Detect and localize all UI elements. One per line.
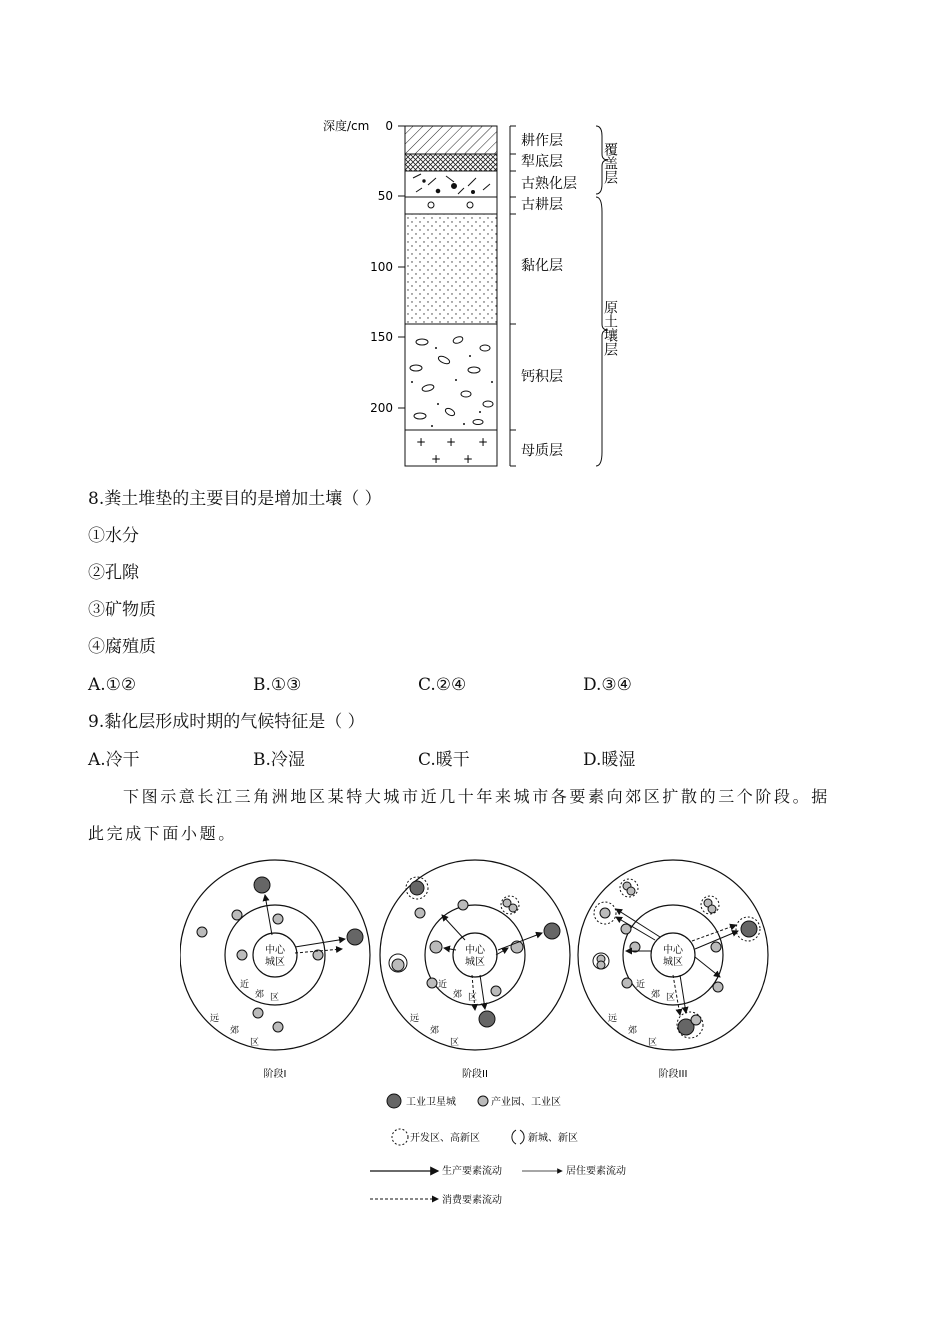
- legend-satellite-label: 工业卫星城: [406, 1097, 456, 1108]
- industrial-park: [415, 908, 425, 918]
- industrial-park: [597, 961, 605, 969]
- industrial-park: [708, 905, 716, 913]
- far-label: 远: [410, 1014, 420, 1024]
- satellite-city: [254, 877, 270, 893]
- production-arrow: [295, 939, 345, 947]
- industrial-park: [711, 942, 721, 952]
- layer-ancient-tillage: [405, 197, 497, 214]
- industrial-park: [458, 900, 468, 910]
- center-label-1: 中心: [265, 945, 285, 956]
- satellite-city: [741, 921, 757, 937]
- intro-line-2: 此完成下面小题。: [88, 824, 237, 843]
- industrial-park: [491, 986, 501, 996]
- legend-devzone-label: 开发区、高新区: [410, 1133, 480, 1144]
- industrial-park: [232, 910, 242, 920]
- near-label: 区: [270, 993, 280, 1003]
- svg-text:+: +: [416, 435, 427, 449]
- svg-text:+: +: [446, 435, 457, 449]
- near-label: 郊: [453, 990, 463, 1000]
- stage-2-diagram: [380, 860, 570, 1080]
- production-arrow: [680, 975, 686, 1013]
- legend-newtown-label: 新城、新区: [528, 1133, 578, 1144]
- stage-3-diagram: [578, 860, 768, 1080]
- near-label: 近: [240, 980, 250, 990]
- question-8-option-c[interactable]: C.②④: [418, 675, 467, 695]
- near-label: 近: [438, 980, 448, 990]
- center-label-2: 城区: [663, 957, 683, 968]
- question-9-stem: 9.黏化层形成时期的气候特征是（ ）: [88, 712, 365, 732]
- tick-label: 0: [385, 119, 393, 133]
- svg-text:+: +: [463, 452, 474, 466]
- legend-newtown-symbol: [512, 1130, 516, 1144]
- near-label: 郊: [651, 990, 661, 1000]
- industrial-park: [253, 1008, 263, 1018]
- industrial-park: [197, 927, 207, 937]
- far-label: 远: [210, 1014, 220, 1024]
- question-9-option-b[interactable]: B.冷湿: [253, 750, 305, 770]
- far-label: 郊: [230, 1026, 240, 1036]
- near-label: 区: [666, 993, 676, 1003]
- question-8-option-d[interactable]: D.③④: [583, 675, 632, 695]
- satellite-city: [410, 881, 424, 895]
- layer-label: 古熟化层: [521, 176, 577, 192]
- city-diffusion-figure: [180, 855, 780, 1215]
- layer-calcic: [405, 324, 497, 430]
- far-label: 区: [450, 1038, 460, 1048]
- question-9-option-c[interactable]: C.暖干: [418, 750, 470, 770]
- layer-label: 黏化层: [521, 258, 563, 274]
- far-label: 远: [608, 1014, 618, 1024]
- industrial-park: [430, 941, 442, 953]
- legend: [370, 1094, 626, 1206]
- near-label: 近: [636, 980, 646, 990]
- question-8-item: ②孔隙: [88, 563, 139, 583]
- layer-label: 犁底层: [521, 154, 563, 170]
- legend-consumption-label: 消费要素流动: [442, 1195, 502, 1206]
- stage-label: 阶段II: [462, 1069, 488, 1080]
- tick-label: 100: [370, 260, 393, 274]
- question-8-item: ④腐殖质: [88, 637, 156, 657]
- legend-park-label: 产业园、工业区: [491, 1097, 561, 1108]
- question-8-stem: 8.粪土堆垫的主要目的是增加土壤（ ）: [88, 489, 382, 509]
- tick-label: 200: [370, 401, 393, 415]
- stage-label: 阶段I: [263, 1069, 287, 1080]
- satellite-city: [544, 923, 560, 939]
- satellite-city: [347, 929, 363, 945]
- svg-text:+: +: [478, 435, 489, 449]
- far-label: 区: [648, 1038, 658, 1048]
- production-arrow: [695, 957, 720, 977]
- far-label: 郊: [430, 1026, 440, 1036]
- layer-label: 古耕层: [521, 197, 563, 213]
- layer-tillage: [405, 126, 497, 154]
- industrial-park: [509, 904, 517, 912]
- layer-label: 钙积层: [521, 369, 563, 385]
- legend-devzone-symbol: [392, 1129, 408, 1145]
- industrial-park: [237, 950, 247, 960]
- question-9-option-d[interactable]: D.暖湿: [583, 750, 636, 770]
- question-9-option-a[interactable]: A.冷干: [88, 750, 140, 770]
- near-label: 郊: [255, 990, 265, 1000]
- legend-park-symbol: [478, 1096, 488, 1106]
- question-8-option-b[interactable]: B.①③: [253, 675, 302, 695]
- center-label-1: 中心: [663, 945, 683, 956]
- industrial-park: [622, 978, 632, 988]
- legend-production-label: 生产要素流动: [442, 1166, 502, 1177]
- depth-axis-label: 深度/cm: [323, 119, 370, 133]
- residence-arrow: [496, 948, 508, 955]
- tick-label: 150: [370, 330, 393, 344]
- center-label-2: 城区: [465, 957, 485, 968]
- layer-label: 耕作层: [521, 133, 563, 149]
- industrial-park: [273, 914, 283, 924]
- stage-1-diagram: [180, 860, 370, 1080]
- layer-plowpan: [405, 154, 497, 171]
- soil-profile-figure: [318, 112, 638, 474]
- stage-label: 阶段III: [658, 1069, 688, 1080]
- industrial-park: [713, 982, 723, 992]
- group-label-original: 原土壤层: [602, 300, 618, 356]
- question-8-option-a[interactable]: A.①②: [88, 675, 137, 695]
- question-8-item: ③矿物质: [88, 600, 156, 620]
- far-label: 郊: [628, 1026, 638, 1036]
- legend-satellite-symbol: [387, 1094, 401, 1108]
- industrial-park: [600, 908, 610, 918]
- layer-argillic: [405, 214, 497, 324]
- industrial-park: [691, 1015, 701, 1025]
- industrial-park: [427, 978, 437, 988]
- intro-line-1: 下图示意长江三角洲地区某特大城市近几十年来城市各要素向郊区扩散的三个阶段。据: [123, 787, 830, 806]
- production-arrow: [265, 895, 272, 935]
- legend-residence-label: 居住要素流动: [566, 1166, 626, 1177]
- legend-newtown-symbol: [520, 1130, 524, 1144]
- group-label-cover: 覆盖层: [602, 142, 618, 184]
- industrial-park: [273, 1022, 283, 1032]
- tick-label: 50: [377, 189, 393, 203]
- near-label: 区: [468, 993, 478, 1003]
- layer-label: 母质层: [521, 443, 563, 459]
- industrial-park: [627, 887, 635, 895]
- industrial-park: [392, 959, 404, 971]
- question-8-item: ①水分: [88, 526, 139, 546]
- svg-text:+: +: [431, 452, 442, 466]
- satellite-city: [479, 1011, 495, 1027]
- production-arrow: [442, 915, 465, 940]
- center-label-1: 中心: [465, 945, 485, 956]
- far-label: 区: [250, 1038, 260, 1048]
- center-label-2: 城区: [265, 957, 285, 968]
- industrial-park: [313, 950, 323, 960]
